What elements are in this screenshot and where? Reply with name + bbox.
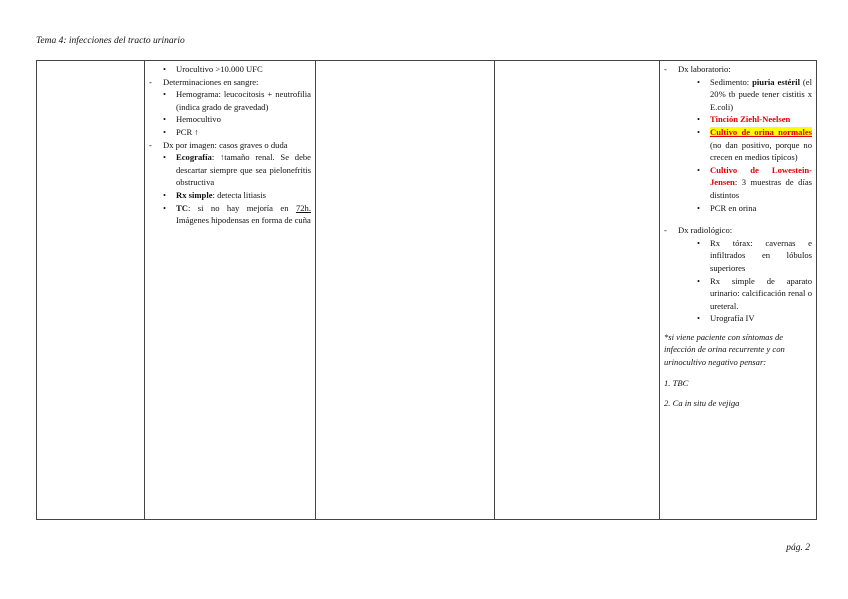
hemograma-text: : leucocitosis + neutrofilia (indica grado de gravedad) (176, 89, 311, 112)
sedimento-text-2: (el 20% tb puede tener cistitis x E.coli) (710, 76, 812, 112)
list-item: • Hemograma: leucocitosis + neutrofilia (indica grado de gravedad) (163, 89, 311, 112)
urocultivo-text: Urocultivo >10.000 UFC (176, 64, 263, 74)
list-item: • Sedimento: piuria estéril (el 20% tb puede tener cistitis x E.coli) (697, 76, 812, 112)
hemograma-term: Hemograma (176, 89, 219, 100)
list-item: • Urografía IV (697, 313, 755, 324)
ecografia-term: Ecografía (176, 152, 212, 163)
pcr-orina-text: PCR en orina (710, 202, 757, 213)
list-item: • PCR ↑ (163, 126, 199, 137)
tincion-term: Tinción Ziehl-Neelsen (710, 114, 791, 125)
rx-torax-text: Rx tórax: cavernas e infiltrados en lóbulos superiores (710, 237, 812, 273)
list-item: • Rx simple: detecta litiasis (163, 189, 266, 200)
list-item: • Rx simple de aparato urinario: calcificación renal o ureteral. (697, 275, 812, 311)
cultivo-text: (no dan positivo, porque no crecen en medios típicos) (710, 139, 812, 163)
rx-simple-term: Rx simple (176, 189, 213, 200)
list-item: • Cultivo de Lowestein-Jensen: 3 muestras de días distintos (697, 164, 812, 200)
content-table (36, 60, 817, 520)
list-item: • TC: si no hay mejoría en 72h. Imágenes hipodensas en forma de cuña (163, 202, 311, 226)
piuria-term: piuria estéril (752, 76, 800, 87)
ecografia-text: : ↑tamaño renal. Se debe descartar siempre que sea pielonefritis obstructiva (176, 152, 311, 188)
rx-simple-text: : detecta litiasis (212, 189, 266, 200)
dx-imagen-label: Dx por imagen: casos graves o duda (163, 139, 288, 150)
hemocultivo-text: Hemocultivo (176, 114, 221, 125)
page-number: pág. 2 (786, 543, 810, 553)
dx-laboratorio-label: Dx laboratorio: (678, 64, 731, 74)
table-cell-3 (316, 61, 495, 520)
urografia-text: Urografía IV (710, 313, 755, 324)
list-item: - Dx radiológico: (664, 225, 733, 236)
cultivo-term: Cultivo de orina normales (710, 126, 812, 137)
dx-radiologico-label: Dx radiológico: (678, 225, 733, 236)
list-item: - Determinaciones en sangre: (149, 76, 259, 87)
list-item: • Cultivo de orina normales (no dan positivo, porque no crecen en medios típicos) (697, 126, 812, 163)
list-item: • Hemocultivo (163, 114, 221, 125)
tc-text: : si no hay mejoría en (187, 202, 296, 213)
list-item: • Ecografía: ↑tamaño renal. Se debe descartar siempre que sea pielonefritis obstructiva (163, 152, 311, 188)
list-item: • Rx tórax: cavernas e infiltrados en lóbulos superiores (697, 237, 812, 273)
document-header: Tema 4: infecciones del tracto urinario (36, 36, 185, 46)
tc-text-2: Imágenes hipodensas en forma de cuña (176, 215, 311, 226)
lowenstein-text: : 3 muestras de días distintos (710, 177, 812, 200)
tc-72h: 72h. (295, 202, 311, 213)
determinaciones-label: Determinaciones en sangre: (163, 76, 259, 87)
list-item: • PCR en orina (697, 202, 757, 213)
table-cell-2 (145, 61, 316, 520)
lowenstein-term: Cultivo de Lowestein-Jensen (710, 164, 812, 188)
sedimento-text: Sedimento: (710, 76, 753, 87)
note-item-1: 1. TBC (664, 377, 689, 388)
clinical-note: *si viene paciente con síntomas de infección de orina recurrente y con urinocultivo negativo pensar: (664, 331, 785, 368)
rx-simple-urinario-text: Rx simple de aparato urinario: calcificación renal o ureteral. (710, 275, 812, 311)
list-item: • Urocultivo >10.000 UFC (163, 64, 263, 74)
list-item: • Tinción Ziehl-Neelsen (697, 114, 791, 125)
table-cell-1 (37, 61, 145, 520)
table-cell-4 (495, 61, 660, 520)
note-item-2: 2. Ca in situ de vejiga (664, 398, 740, 409)
pcr-text: PCR ↑ (176, 126, 199, 137)
list-item: - Dx por imagen: casos graves o duda (149, 139, 288, 150)
tc-term: TC (176, 202, 188, 213)
table-cell-5 (660, 61, 817, 520)
list-item: - Dx laboratorio: (664, 64, 731, 74)
